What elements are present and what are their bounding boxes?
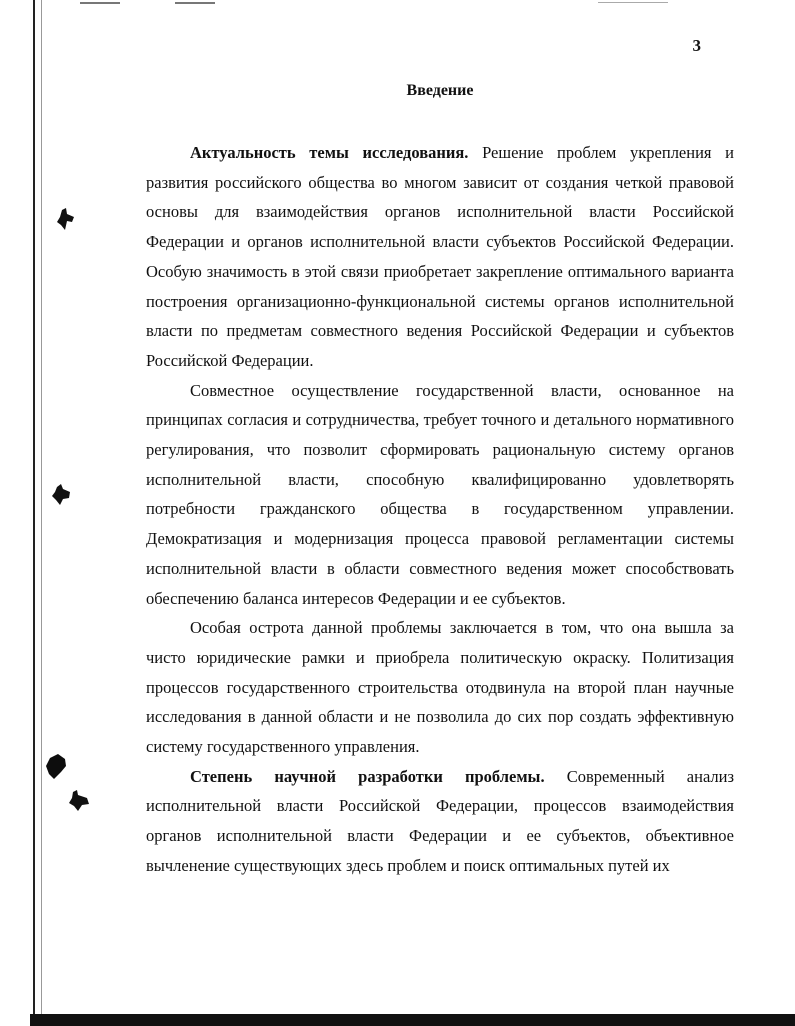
scan-left-edge-inner (41, 0, 42, 1026)
paragraph (146, 138, 734, 376)
ink-blot (46, 754, 68, 780)
paragraph (146, 613, 734, 762)
paragraph-text: Совместное осуществление государственной власти, основанное на принципах согласия и сотрудничества, требует точного и детального нормативного регулирования, что позволит сформировать рациональную систему органов исполнительной власти, способную квалифицированно удовлетворять потребности гражданского общества в государственном управлении. Демократизация и модернизация процесса правовой регламентации системы исполнительной власти в области совместного ведения может способствовать обеспечению баланса интересов Федерации и ее субъектов. (146, 380, 734, 608)
page-title: Введение (406, 82, 474, 99)
paragraph-text: Особая острота данной проблемы заключается в том, что она вышла за чисто юридические рамки и приобрела политическую окраску. Политизация процессов государственного строительства отодвинула на второй план научные исследования в данной области и не позволила до сих пор создать эффективную систему государственного управления. (146, 618, 734, 757)
paragraph-text: Современный анализ исполнительной власти Российской Федерации, процессов взаимодействия органов исполнительной власти Федерации и ее субъектов, объективное вычленение существующих здесь проблем и поиск оптимальных путей их (146, 766, 734, 875)
paragraph (146, 762, 734, 881)
scan-top-mark (80, 2, 120, 4)
scan-left-edge (33, 0, 35, 1026)
body-text (146, 138, 734, 881)
page-number: 3 (692, 36, 701, 55)
scan-top-mark (598, 2, 668, 3)
paragraph-lead: Актуальность темы исследования. (190, 143, 469, 162)
scan-bottom-edge (30, 1014, 795, 1026)
ink-blot (68, 790, 90, 812)
paragraph-lead: Степень научной разработки проблемы. (190, 766, 545, 786)
ink-blot (52, 484, 72, 506)
scan-top-mark (175, 2, 215, 4)
paragraph (146, 376, 734, 614)
ink-blot (56, 208, 76, 232)
paragraph-text: Решение проблем укрепления и развития российского общества во многом зависит от создания четкой правовой основы для взаимодействия органов исполнительной власти Российской Федерации и органов исполнительной власти субъектов Российской Федерации. Особую значимость в этой связи приобретает закрепление оптимального варианта построения организационно-функциональной системы органов исполнительной власти по предметам совместного ведения Российской Федерации и субъектов Российской Федерации. (146, 143, 734, 370)
